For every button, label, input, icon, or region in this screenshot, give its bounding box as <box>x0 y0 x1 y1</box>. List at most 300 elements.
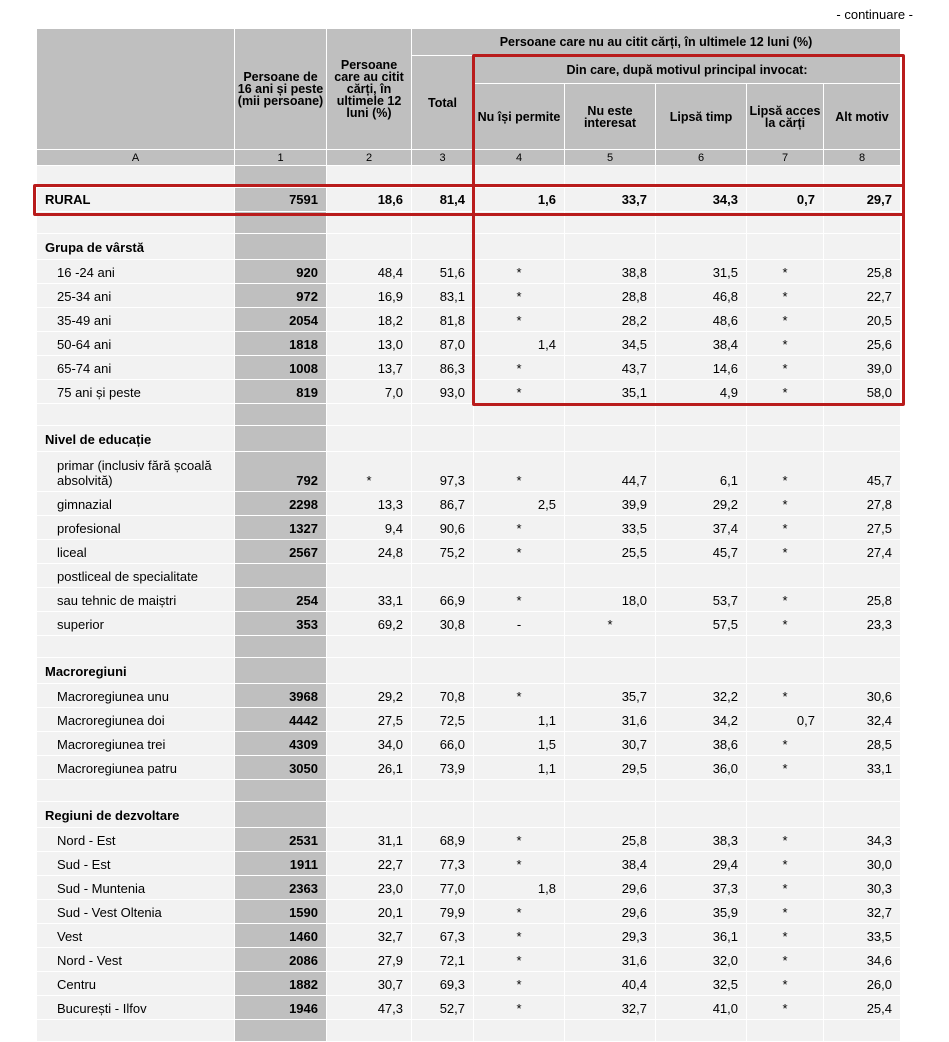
value-cell: 35,9 <box>656 900 747 924</box>
empty-cell <box>235 802 327 828</box>
value-cell: 26,1 <box>327 756 412 780</box>
value-cell: 7,0 <box>327 380 412 404</box>
value-cell: * <box>747 540 824 564</box>
value-cell: 18,6 <box>327 188 412 212</box>
value-cell: 2298 <box>235 492 327 516</box>
empty-cell <box>656 166 747 188</box>
value-cell: * <box>747 924 824 948</box>
row-label: liceal <box>37 540 235 564</box>
value-cell: 29,2 <box>656 492 747 516</box>
value-cell: 29,6 <box>565 876 656 900</box>
spacer-row <box>37 636 901 658</box>
empty-cell <box>824 802 901 828</box>
empty-cell <box>412 166 474 188</box>
value-cell: 23,3 <box>824 612 901 636</box>
value-cell: 37,3 <box>656 876 747 900</box>
col-number: 1 <box>235 150 327 166</box>
section-title: Nivel de educație <box>37 426 235 452</box>
empty-cell <box>474 636 565 658</box>
value-cell: 1,8 <box>474 876 565 900</box>
value-cell: * <box>474 972 565 996</box>
empty-cell <box>327 166 412 188</box>
empty-cell <box>412 426 474 452</box>
value-cell: 66,0 <box>412 732 474 756</box>
value-cell: 28,5 <box>824 732 901 756</box>
value-cell: 37,4 <box>656 516 747 540</box>
value-cell: 32,4 <box>824 708 901 732</box>
value-cell: 38,4 <box>656 332 747 356</box>
table-row <box>37 828 901 852</box>
header-reason: Lipsă acces la cărți <box>747 84 824 150</box>
section-title-row <box>37 658 901 684</box>
value-cell: 25,8 <box>565 828 656 852</box>
value-cell: 34,2 <box>656 708 747 732</box>
table-row <box>37 948 901 972</box>
header-col2: Persoane care au citit cărți, în ultimele 12 luni (%) <box>327 29 412 150</box>
table-row <box>37 284 901 308</box>
value-cell: 48,4 <box>327 260 412 284</box>
value-cell: 52,7 <box>412 996 474 1020</box>
value-cell: 2,5 <box>474 492 565 516</box>
empty-cell <box>327 234 412 260</box>
empty-cell <box>824 212 901 234</box>
section-title: Macroregiuni <box>37 658 235 684</box>
rural-row <box>37 188 901 212</box>
continuation-note: - continuare - <box>836 7 913 22</box>
value-cell: 25,4 <box>824 996 901 1020</box>
value-cell: * <box>747 452 824 492</box>
section-title-row <box>37 802 901 828</box>
value-cell: 57,5 <box>656 612 747 636</box>
row-label: Vest <box>37 924 235 948</box>
empty-cell <box>747 658 824 684</box>
header-reason: Nu își permite <box>474 84 565 150</box>
value-cell: 86,7 <box>412 492 474 516</box>
value-cell: 45,7 <box>656 540 747 564</box>
value-cell: 2531 <box>235 828 327 852</box>
value-cell: * <box>747 972 824 996</box>
col-number: 2 <box>327 150 412 166</box>
value-cell: 29,4 <box>656 852 747 876</box>
col-number: 3 <box>412 150 474 166</box>
value-cell: * <box>474 284 565 308</box>
value-cell <box>656 564 747 588</box>
value-cell: 38,6 <box>656 732 747 756</box>
empty-cell <box>747 166 824 188</box>
value-cell: 18,2 <box>327 308 412 332</box>
value-cell: 44,7 <box>565 452 656 492</box>
empty-cell <box>412 636 474 658</box>
row-label: Sud - Vest Oltenia <box>37 900 235 924</box>
value-cell <box>327 564 412 588</box>
value-cell: 32,0 <box>656 948 747 972</box>
value-cell: 38,8 <box>565 260 656 284</box>
value-cell: 72,1 <box>412 948 474 972</box>
value-cell: * <box>747 356 824 380</box>
row-label: 65-74 ani <box>37 356 235 380</box>
value-cell: * <box>747 876 824 900</box>
value-cell: 79,9 <box>412 900 474 924</box>
value-cell: * <box>474 924 565 948</box>
row-label: 75 ani și peste <box>37 380 235 404</box>
value-cell <box>747 564 824 588</box>
table-row <box>37 876 901 900</box>
value-cell: * <box>747 332 824 356</box>
value-cell: 20,5 <box>824 308 901 332</box>
value-cell: 1008 <box>235 356 327 380</box>
value-cell: 34,0 <box>327 732 412 756</box>
value-cell: * <box>474 308 565 332</box>
value-cell: 25,5 <box>565 540 656 564</box>
value-cell: 32,7 <box>824 900 901 924</box>
empty-cell <box>474 658 565 684</box>
empty-cell <box>37 404 235 426</box>
table-row <box>37 996 901 1020</box>
table-row <box>37 588 901 612</box>
empty-cell <box>565 636 656 658</box>
value-cell: 29,3 <box>565 924 656 948</box>
value-cell <box>412 564 474 588</box>
value-cell: * <box>474 356 565 380</box>
empty-cell <box>565 212 656 234</box>
table-row <box>37 492 901 516</box>
col-number: A <box>37 150 235 166</box>
value-cell: 13,0 <box>327 332 412 356</box>
value-cell: * <box>747 852 824 876</box>
value-cell: * <box>474 996 565 1020</box>
value-cell: 97,3 <box>412 452 474 492</box>
value-cell: * <box>474 852 565 876</box>
value-cell: 1818 <box>235 332 327 356</box>
value-cell: 353 <box>235 612 327 636</box>
value-cell: 32,2 <box>656 684 747 708</box>
value-cell: 18,0 <box>565 588 656 612</box>
empty-cell <box>412 234 474 260</box>
value-cell: 47,3 <box>327 996 412 1020</box>
empty-cell <box>235 658 327 684</box>
value-cell: - <box>474 612 565 636</box>
value-cell: 254 <box>235 588 327 612</box>
value-cell: 35,1 <box>565 380 656 404</box>
empty-cell <box>565 780 656 802</box>
value-cell: 28,8 <box>565 284 656 308</box>
value-cell: 51,6 <box>412 260 474 284</box>
row-label: 16 -24 ani <box>37 260 235 284</box>
value-cell: 34,5 <box>565 332 656 356</box>
empty-cell <box>824 658 901 684</box>
empty-cell <box>474 1020 565 1042</box>
value-cell: 77,3 <box>412 852 474 876</box>
value-cell: * <box>474 588 565 612</box>
value-cell: 27,9 <box>327 948 412 972</box>
col-number: 6 <box>656 150 747 166</box>
row-label: Macroregiunea trei <box>37 732 235 756</box>
value-cell: 1,4 <box>474 332 565 356</box>
value-cell: 28,2 <box>565 308 656 332</box>
spacer-row <box>37 404 901 426</box>
value-cell: 972 <box>235 284 327 308</box>
value-cell: 27,8 <box>824 492 901 516</box>
empty-cell <box>747 212 824 234</box>
empty-cell <box>824 780 901 802</box>
value-cell: 72,5 <box>412 708 474 732</box>
value-cell: * <box>747 516 824 540</box>
value-cell: 7591 <box>235 188 327 212</box>
value-cell: 27,5 <box>327 708 412 732</box>
section-title-row <box>37 426 901 452</box>
value-cell: * <box>474 380 565 404</box>
empty-cell <box>565 404 656 426</box>
value-cell: 87,0 <box>412 332 474 356</box>
value-cell: 40,4 <box>565 972 656 996</box>
value-cell: 38,4 <box>565 852 656 876</box>
value-cell: 90,6 <box>412 516 474 540</box>
table-row <box>37 308 901 332</box>
value-cell: 1911 <box>235 852 327 876</box>
value-cell: * <box>747 612 824 636</box>
value-cell: * <box>474 540 565 564</box>
value-cell: 31,6 <box>565 948 656 972</box>
value-cell: 83,1 <box>412 284 474 308</box>
header-label-column <box>37 29 235 150</box>
empty-cell <box>824 636 901 658</box>
spacer-row <box>37 166 901 188</box>
value-cell: 29,2 <box>327 684 412 708</box>
value-cell: 1,1 <box>474 708 565 732</box>
spacer-row <box>37 1020 901 1042</box>
value-cell: 14,6 <box>656 356 747 380</box>
value-cell: * <box>747 828 824 852</box>
empty-cell <box>327 404 412 426</box>
value-cell: * <box>327 452 412 492</box>
value-cell: 6,1 <box>656 452 747 492</box>
table-row <box>37 612 901 636</box>
row-label: Macroregiunea doi <box>37 708 235 732</box>
value-cell: 31,5 <box>656 260 747 284</box>
empty-cell <box>565 426 656 452</box>
value-cell: 75,2 <box>412 540 474 564</box>
row-label: Nord - Est <box>37 828 235 852</box>
header-reason: Alt motiv <box>824 84 901 150</box>
value-cell: 68,9 <box>412 828 474 852</box>
value-cell: 33,1 <box>824 756 901 780</box>
value-cell: * <box>474 452 565 492</box>
row-label: postliceal de specialitate <box>37 564 235 588</box>
value-cell: 1882 <box>235 972 327 996</box>
value-cell: 1590 <box>235 900 327 924</box>
value-cell: 33,1 <box>327 588 412 612</box>
value-cell: * <box>747 900 824 924</box>
empty-cell <box>37 636 235 658</box>
row-label: superior <box>37 612 235 636</box>
value-cell: 22,7 <box>327 852 412 876</box>
value-cell: 23,0 <box>327 876 412 900</box>
empty-cell <box>327 426 412 452</box>
value-cell: 41,0 <box>656 996 747 1020</box>
empty-cell <box>656 780 747 802</box>
value-cell: 34,3 <box>656 188 747 212</box>
table-row <box>37 564 901 588</box>
empty-cell <box>747 404 824 426</box>
value-cell: 20,1 <box>327 900 412 924</box>
empty-cell <box>747 802 824 828</box>
value-cell: 70,8 <box>412 684 474 708</box>
row-label: 35-49 ani <box>37 308 235 332</box>
value-cell: 3050 <box>235 756 327 780</box>
value-cell: 31,6 <box>565 708 656 732</box>
empty-cell <box>37 166 235 188</box>
col-number: 7 <box>747 150 824 166</box>
section-title-row <box>37 234 901 260</box>
value-cell: 1946 <box>235 996 327 1020</box>
empty-cell <box>235 166 327 188</box>
value-cell: * <box>747 260 824 284</box>
empty-cell <box>474 802 565 828</box>
value-cell: 29,6 <box>565 900 656 924</box>
empty-cell <box>747 1020 824 1042</box>
value-cell: 31,1 <box>327 828 412 852</box>
value-cell: 36,0 <box>656 756 747 780</box>
value-cell: 4442 <box>235 708 327 732</box>
value-cell: 30,7 <box>565 732 656 756</box>
value-cell: 25,6 <box>824 332 901 356</box>
row-label: gimnazial <box>37 492 235 516</box>
value-cell: * <box>747 284 824 308</box>
table-row <box>37 356 901 380</box>
value-cell: 58,0 <box>824 380 901 404</box>
empty-cell <box>412 802 474 828</box>
value-cell: * <box>474 516 565 540</box>
empty-cell <box>656 426 747 452</box>
value-cell: 1327 <box>235 516 327 540</box>
table-row <box>37 452 901 492</box>
value-cell <box>824 564 901 588</box>
empty-cell <box>412 658 474 684</box>
empty-cell <box>474 780 565 802</box>
empty-cell <box>747 636 824 658</box>
empty-cell <box>474 234 565 260</box>
value-cell <box>565 564 656 588</box>
statistics-table <box>36 28 901 1042</box>
value-cell: 819 <box>235 380 327 404</box>
value-cell: 35,7 <box>565 684 656 708</box>
value-cell: * <box>565 612 656 636</box>
empty-cell <box>327 802 412 828</box>
empty-cell <box>565 1020 656 1042</box>
empty-cell <box>747 426 824 452</box>
value-cell: * <box>747 948 824 972</box>
table-row <box>37 852 901 876</box>
empty-cell <box>474 404 565 426</box>
value-cell: 16,9 <box>327 284 412 308</box>
empty-cell <box>656 802 747 828</box>
empty-cell <box>565 802 656 828</box>
row-label: Centru <box>37 972 235 996</box>
value-cell: 22,7 <box>824 284 901 308</box>
value-cell: 1460 <box>235 924 327 948</box>
value-cell: 81,4 <box>412 188 474 212</box>
empty-cell <box>37 212 235 234</box>
value-cell: 9,4 <box>327 516 412 540</box>
value-cell: 4309 <box>235 732 327 756</box>
value-cell: 2363 <box>235 876 327 900</box>
table-row <box>37 924 901 948</box>
value-cell: 34,6 <box>824 948 901 972</box>
row-label: Macroregiunea unu <box>37 684 235 708</box>
value-cell: * <box>747 492 824 516</box>
value-cell: * <box>747 308 824 332</box>
value-cell: * <box>747 756 824 780</box>
value-cell: 36,1 <box>656 924 747 948</box>
table-row <box>37 684 901 708</box>
value-cell: 27,5 <box>824 516 901 540</box>
row-label: București - Ilfov <box>37 996 235 1020</box>
empty-cell <box>235 1020 327 1042</box>
empty-cell <box>824 234 901 260</box>
empty-cell <box>37 780 235 802</box>
row-label: 25-34 ani <box>37 284 235 308</box>
header-reason: Nu este interesat <box>565 84 656 150</box>
value-cell: 45,7 <box>824 452 901 492</box>
value-cell: * <box>474 828 565 852</box>
value-cell: 1,1 <box>474 756 565 780</box>
col-number: 5 <box>565 150 656 166</box>
value-cell: 792 <box>235 452 327 492</box>
value-cell: 2086 <box>235 948 327 972</box>
empty-cell <box>656 658 747 684</box>
value-cell: 93,0 <box>412 380 474 404</box>
empty-cell <box>824 166 901 188</box>
empty-cell <box>824 426 901 452</box>
table-row <box>37 900 901 924</box>
value-cell: 81,8 <box>412 308 474 332</box>
empty-cell <box>824 404 901 426</box>
value-cell: 48,6 <box>656 308 747 332</box>
spacer-row <box>37 780 901 802</box>
empty-cell <box>656 212 747 234</box>
value-cell: 3968 <box>235 684 327 708</box>
value-cell: 0,7 <box>747 188 824 212</box>
value-cell: * <box>747 732 824 756</box>
empty-cell <box>327 212 412 234</box>
empty-cell <box>235 212 327 234</box>
empty-cell <box>235 636 327 658</box>
row-label: Nord - Vest <box>37 948 235 972</box>
section-title: Regiuni de dezvoltare <box>37 802 235 828</box>
value-cell: 30,8 <box>412 612 474 636</box>
table-row <box>37 260 901 284</box>
value-cell: 86,3 <box>412 356 474 380</box>
value-cell: 29,5 <box>565 756 656 780</box>
table-row <box>37 540 901 564</box>
value-cell: * <box>747 588 824 612</box>
value-cell: 27,4 <box>824 540 901 564</box>
value-cell: 33,5 <box>824 924 901 948</box>
table-body <box>37 166 901 1042</box>
row-label: 50-64 ani <box>37 332 235 356</box>
value-cell: 34,3 <box>824 828 901 852</box>
row-label: Sud - Muntenia <box>37 876 235 900</box>
value-cell: 43,7 <box>565 356 656 380</box>
empty-cell <box>327 636 412 658</box>
empty-cell <box>565 166 656 188</box>
empty-cell <box>656 636 747 658</box>
value-cell: 30,0 <box>824 852 901 876</box>
table-row <box>37 332 901 356</box>
empty-cell <box>656 1020 747 1042</box>
empty-cell <box>747 780 824 802</box>
empty-cell <box>474 212 565 234</box>
